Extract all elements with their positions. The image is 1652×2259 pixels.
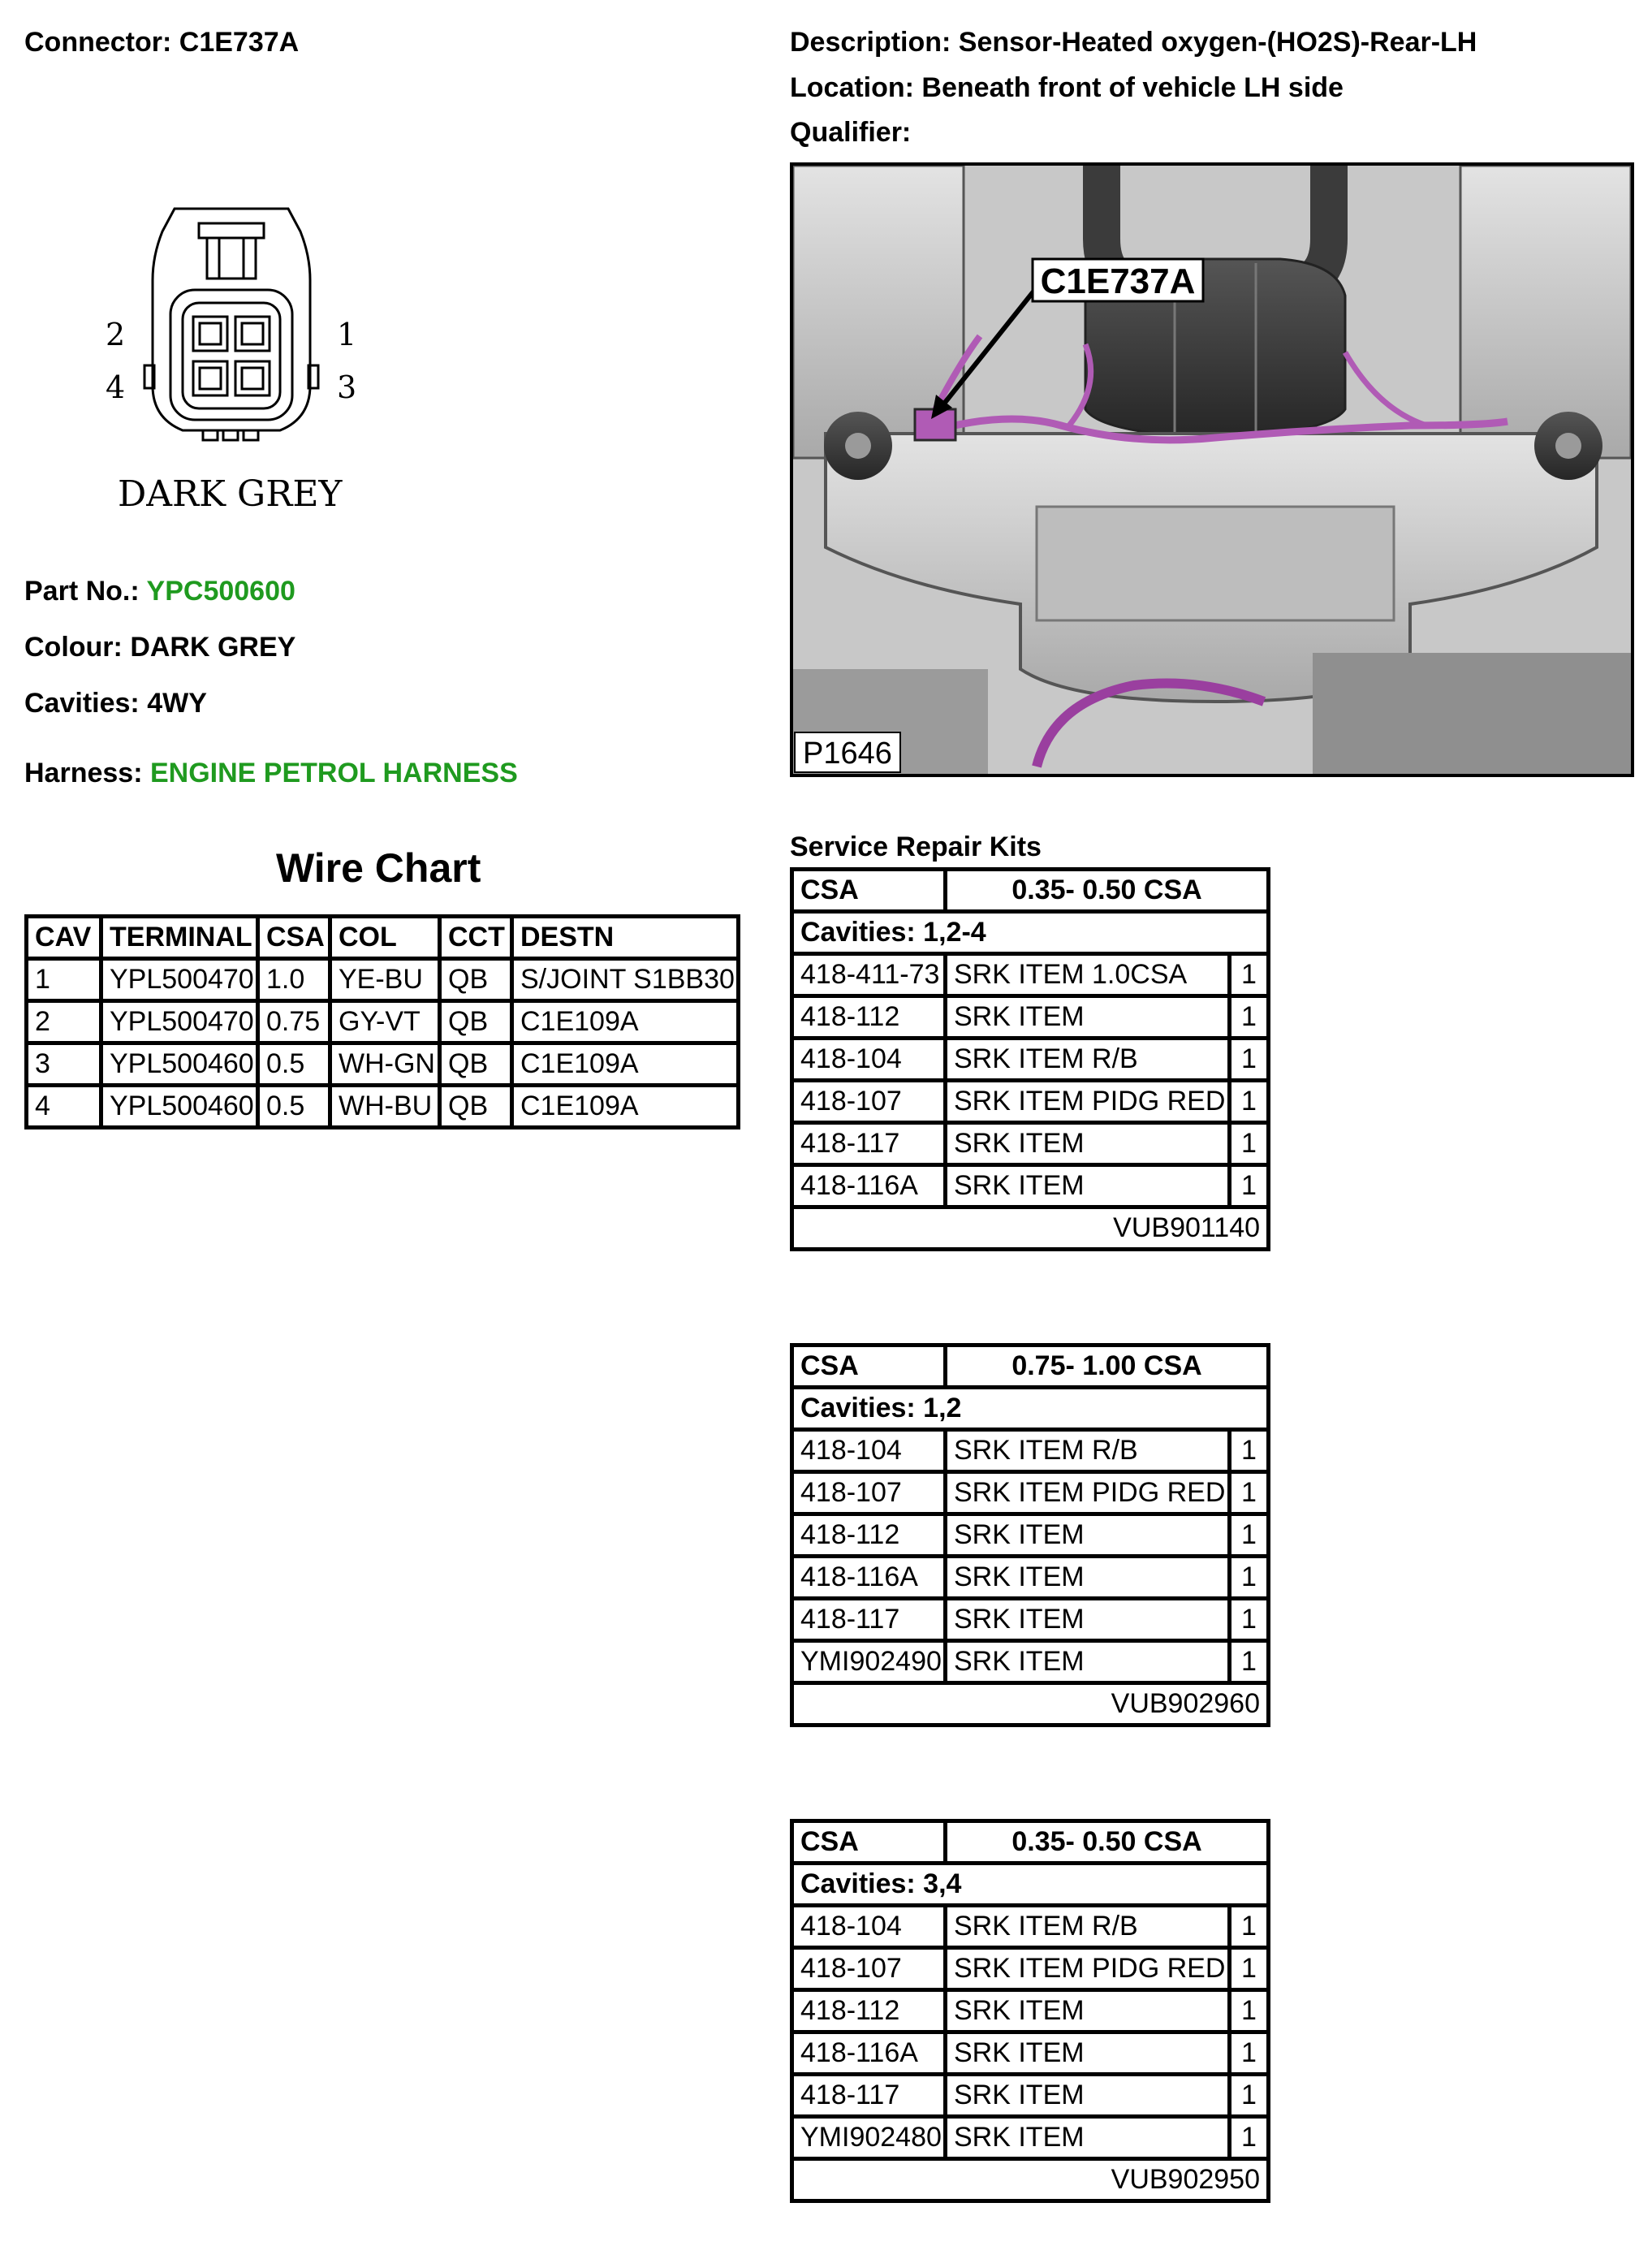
repair-kit-item-description: SRK ITEM R/B (946, 1906, 1230, 1948)
repair-kit-item-quantity: 1 (1230, 1514, 1269, 1557)
repair-kit-item-quantity: 1 (1230, 1599, 1269, 1641)
pin-label-2: 2 (106, 317, 126, 352)
wire-chart-cell: YPL500460 (101, 1086, 258, 1128)
wire-chart-cell: YPL500470 (101, 959, 258, 1001)
repair-kit-item-quantity: 1 (1230, 1081, 1269, 1123)
repair-kit-item-quantity: 1 (1230, 1990, 1269, 2032)
repair-kit-item-row (792, 954, 1269, 996)
repair-kit-item-part: 418-116A (792, 1557, 946, 1599)
repair-kit-code: VUB902950 (792, 2159, 1269, 2201)
connector-face-diagram (97, 199, 365, 524)
repair-kit-item-description: SRK ITEM (946, 2032, 1230, 2075)
repair-kit-item-row (792, 2032, 1269, 2075)
wire-chart-cell: YE-BU (330, 959, 440, 1001)
vehicle-underside-illustration (793, 166, 1631, 774)
wire-chart-cell: 2 (27, 1001, 101, 1043)
repair-kit-header-row (792, 1345, 1269, 1388)
wire-chart-header-cell: CCT (440, 917, 512, 959)
repair-kit-item-quantity: 1 (1230, 1641, 1269, 1683)
wire-chart-header-cell: TERMINAL (101, 917, 258, 959)
repair-kit-item-row (792, 1948, 1269, 1990)
harness-label: Harness: (24, 758, 143, 788)
repair-kit-item-part: 418-116A (792, 1165, 946, 1207)
repair-kit-item-row (792, 2075, 1269, 2117)
repair-kit-item-part: 418-107 (792, 1472, 946, 1514)
repair-kit-item-description: SRK ITEM (946, 2075, 1230, 2117)
repair-kit-cavities: Cavities: 3,4 (792, 1864, 1269, 1906)
wire-chart-cell: GY-VT (330, 1001, 440, 1043)
repair-kit-item-quantity: 1 (1230, 1123, 1269, 1165)
repair-kit-item-row (792, 1472, 1269, 1514)
photo-callout-label: C1E737A (1040, 261, 1196, 301)
harness-link[interactable]: ENGINE PETROL HARNESS (149, 758, 518, 788)
repair-kit-item-description: SRK ITEM (946, 1990, 1230, 2032)
wire-chart-cell: 0.5 (258, 1043, 330, 1086)
wire-chart-header-cell: DESTN (512, 917, 739, 959)
repair-kit-code: VUB901140 (792, 1207, 1269, 1250)
repair-kit-item-description: SRK ITEM (946, 2117, 1230, 2159)
repair-kit-code: VUB902960 (792, 1683, 1269, 1726)
location-photo (790, 162, 1634, 777)
repair-kit-item-part: 418-112 (792, 1514, 946, 1557)
photo-figure-id: P1646 (803, 736, 892, 771)
repair-kit-item-row (792, 1599, 1269, 1641)
service-repair-kits-title: Service Repair Kits (790, 831, 1042, 862)
repair-kit-csa-value: 0.35- 0.50 CSA (946, 870, 1269, 912)
repair-kit-item-row (792, 1514, 1269, 1557)
repair-kit-table (790, 1819, 1270, 2203)
part-number-label: Part No.: (24, 576, 140, 607)
repair-kit-item-row (792, 1165, 1269, 1207)
repair-kit-item-quantity: 1 (1230, 2075, 1269, 2117)
wire-chart-cell: 0.75 (258, 1001, 330, 1043)
repair-kit-item-row (792, 996, 1269, 1039)
repair-kit-header-row (792, 1821, 1269, 1864)
repair-kit-item-row (792, 2117, 1269, 2159)
wire-chart-row (27, 1086, 739, 1128)
repair-kit-item-quantity: 1 (1230, 1165, 1269, 1207)
wire-chart-cell: 1 (27, 959, 101, 1001)
repair-kit-table (790, 867, 1270, 1251)
repair-kit-item-part: 418-411-73 (792, 954, 946, 996)
repair-kit-item-quantity: 1 (1230, 1906, 1269, 1948)
repair-kit-item-quantity: 1 (1230, 1948, 1269, 1990)
repair-kit-table (790, 1343, 1270, 1727)
connector-colour-caption: DARK GREY (118, 473, 343, 515)
qualifier-label: Qualifier: (790, 117, 912, 148)
repair-kit-item-row (792, 1123, 1269, 1165)
repair-kit-item-part: 418-112 (792, 1990, 946, 2032)
repair-kit-cavities-row (792, 1388, 1269, 1430)
wire-chart-cell: 4 (27, 1086, 101, 1128)
wire-chart-row (27, 1043, 739, 1086)
repair-kit-item-quantity: 1 (1230, 2032, 1269, 2075)
repair-kit-item-part: 418-112 (792, 996, 946, 1039)
cavities-row (24, 687, 207, 719)
wire-chart-cell: C1E109A (512, 1043, 739, 1086)
repair-kit-csa-value: 0.35- 0.50 CSA (946, 1821, 1269, 1864)
repair-kit-item-part: 418-107 (792, 1081, 946, 1123)
repair-kit-item-row (792, 1430, 1269, 1472)
repair-kit-item-row (792, 1081, 1269, 1123)
wire-chart-title: Wire Chart (276, 845, 481, 891)
wire-chart-cell: 0.5 (258, 1086, 330, 1128)
wire-chart-row (27, 1001, 739, 1043)
repair-kit-item-quantity: 1 (1230, 1430, 1269, 1472)
wire-chart-cell: QB (440, 1001, 512, 1043)
repair-kit-item-part: 418-104 (792, 1906, 946, 1948)
repair-kit-item-part: YMI902480 (792, 2117, 946, 2159)
repair-kit-item-quantity: 1 (1230, 1472, 1269, 1514)
repair-kit-item-description: SRK ITEM (946, 1165, 1230, 1207)
wire-chart-cell: YPL500470 (101, 1001, 258, 1043)
repair-kit-item-row (792, 1557, 1269, 1599)
wire-chart-cell: QB (440, 1086, 512, 1128)
repair-kit-item-description: SRK ITEM (946, 1123, 1230, 1165)
cavities-label: Cavities: (24, 688, 140, 719)
repair-kit-item-description: SRK ITEM 1.0CSA (946, 954, 1230, 996)
repair-kit-item-part: 418-117 (792, 1599, 946, 1641)
repair-kit-item-description: SRK ITEM (946, 1641, 1230, 1683)
location-label: Location: Beneath front of vehicle LH side (790, 72, 1344, 103)
repair-kit-item-quantity: 1 (1230, 954, 1269, 996)
wire-chart-row (27, 959, 739, 1001)
wire-chart-cell: 3 (27, 1043, 101, 1086)
repair-kit-item-part: 418-117 (792, 2075, 946, 2117)
repair-kit-item-part: 418-104 (792, 1039, 946, 1081)
wire-chart-table (24, 914, 740, 1130)
wire-chart-cell: YPL500460 (101, 1043, 258, 1086)
connector-label: Connector: C1E737A (24, 27, 300, 58)
pin-label-3: 3 (337, 369, 357, 405)
description-label: Description: Sensor-Heated oxygen-(HO2S)-Rear-LH (790, 27, 1477, 58)
harness-row (24, 757, 518, 789)
repair-kit-csa-label: CSA (792, 870, 946, 912)
wire-chart-cell: C1E109A (512, 1001, 739, 1043)
wire-chart-header-row (27, 917, 739, 959)
repair-kit-item-part: 418-117 (792, 1123, 946, 1165)
repair-kit-csa-label: CSA (792, 1821, 946, 1864)
repair-kit-csa-label: CSA (792, 1345, 946, 1388)
repair-kit-footer-row (792, 1683, 1269, 1726)
part-number-link[interactable]: YPC500600 (146, 576, 295, 607)
part-number-row (24, 575, 295, 607)
wire-chart-cell: 1.0 (258, 959, 330, 1001)
colour-value: DARK GREY (130, 632, 296, 663)
repair-kit-item-description: SRK ITEM PIDG RED (946, 1472, 1230, 1514)
repair-kit-item-description: SRK ITEM (946, 1599, 1230, 1641)
colour-label: Colour: (24, 632, 123, 663)
repair-kit-footer-row (792, 2159, 1269, 2201)
repair-kit-item-quantity: 1 (1230, 2117, 1269, 2159)
repair-kit-item-quantity: 1 (1230, 996, 1269, 1039)
wire-chart-cell: S/JOINT S1BB30 (512, 959, 739, 1001)
colour-row (24, 631, 295, 663)
repair-kit-item-description: SRK ITEM (946, 1514, 1230, 1557)
repair-kit-cavities-row (792, 912, 1269, 954)
wire-chart-header-cell: CSA (258, 917, 330, 959)
repair-kit-item-description: SRK ITEM PIDG RED (946, 1081, 1230, 1123)
repair-kit-item-part: 418-104 (792, 1430, 946, 1472)
repair-kit-item-part: YMI902490 (792, 1641, 946, 1683)
wire-chart-cell: QB (440, 1043, 512, 1086)
repair-kit-cavities: Cavities: 1,2 (792, 1388, 1269, 1430)
wire-chart-header-cell: COL (330, 917, 440, 959)
repair-kit-item-quantity: 1 (1230, 1557, 1269, 1599)
repair-kit-item-part: 418-107 (792, 1948, 946, 1990)
repair-kit-item-row (792, 1906, 1269, 1948)
repair-kit-cavities-row (792, 1864, 1269, 1906)
wire-chart-cell: QB (440, 959, 512, 1001)
repair-kit-item-quantity: 1 (1230, 1039, 1269, 1081)
repair-kit-item-row (792, 1641, 1269, 1683)
wire-chart-cell: WH-BU (330, 1086, 440, 1128)
cavities-value: 4WY (147, 688, 207, 719)
wire-chart-header-cell: CAV (27, 917, 101, 959)
repair-kit-cavities: Cavities: 1,2-4 (792, 912, 1269, 954)
repair-kit-item-description: SRK ITEM (946, 996, 1230, 1039)
repair-kit-footer-row (792, 1207, 1269, 1250)
pin-label-1: 1 (337, 317, 357, 352)
repair-kit-item-description: SRK ITEM R/B (946, 1039, 1230, 1081)
repair-kit-csa-value: 0.75- 1.00 CSA (946, 1345, 1269, 1388)
repair-kit-item-description: SRK ITEM PIDG RED (946, 1948, 1230, 1990)
repair-kit-item-description: SRK ITEM (946, 1557, 1230, 1599)
pin-label-4: 4 (106, 369, 126, 405)
repair-kit-item-row (792, 1990, 1269, 2032)
repair-kit-item-part: 418-116A (792, 2032, 946, 2075)
wire-chart-cell: WH-GN (330, 1043, 440, 1086)
repair-kit-item-description: SRK ITEM R/B (946, 1430, 1230, 1472)
wire-chart-cell: C1E109A (512, 1086, 739, 1128)
repair-kit-header-row (792, 870, 1269, 912)
repair-kit-item-row (792, 1039, 1269, 1081)
